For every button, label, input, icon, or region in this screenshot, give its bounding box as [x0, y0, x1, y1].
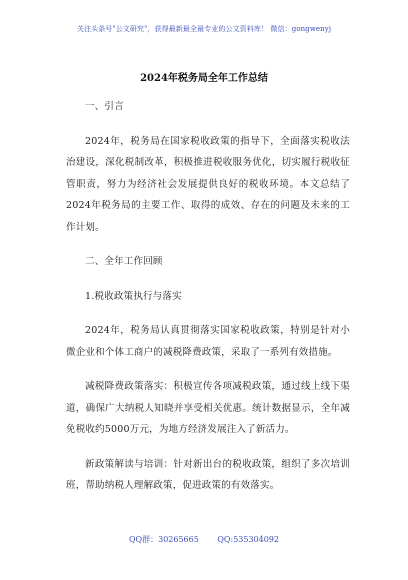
footer-qq-group: QQ群：30265665: [128, 535, 199, 544]
document-body: [66, 96, 350, 510]
footer-qq: QQ:535304092: [217, 535, 279, 544]
paragraph-tax-cut: 减税降费政策落实：积极宣传各项减税政策，通过线上线下渠道，确保广大纳税人知晓并享受相关优惠。统计数据显示，全年减免税收约5000万元，为地方经济发展注入了新活力。: [66, 381, 350, 435]
header-banner: 关注头条号"公文研究"，获得最新最全最专业的公文资料库！ 微信：gongwenyj: [76, 25, 332, 33]
section-heading-intro: 一、引言: [85, 101, 124, 112]
paragraph-policy: 2024年，税务局认真贯彻落实国家税收政策，特别是针对小微企业和个体工商户的减税降费政策，采取了一系列有效措施。: [66, 325, 350, 358]
subsection-heading-policy: 1.税收政策执行与落实: [85, 290, 182, 302]
footer-contact: [0, 534, 408, 545]
paragraph-training: 新政策解读与培训：针对新出台的税收政策，组织了多次培训班，帮助纳税人理解政策，促进政策的有效落实。: [66, 458, 350, 491]
paragraph-intro: 2024年，税务局在国家税收政策的指导下，全面落实税收法治建设，深化税制改革，积极推进税收服务优化，切实履行税收征管职责，努力为经济社会发展提供良好的税收环境。本文总结了2024年税务局的主要工作、取得的成效、存在的问题及未来的工作计划。: [66, 135, 350, 233]
section-heading-review: 二、全年工作回顾: [85, 256, 163, 267]
document-title: 2024年税务局全年工作总结: [140, 73, 268, 84]
